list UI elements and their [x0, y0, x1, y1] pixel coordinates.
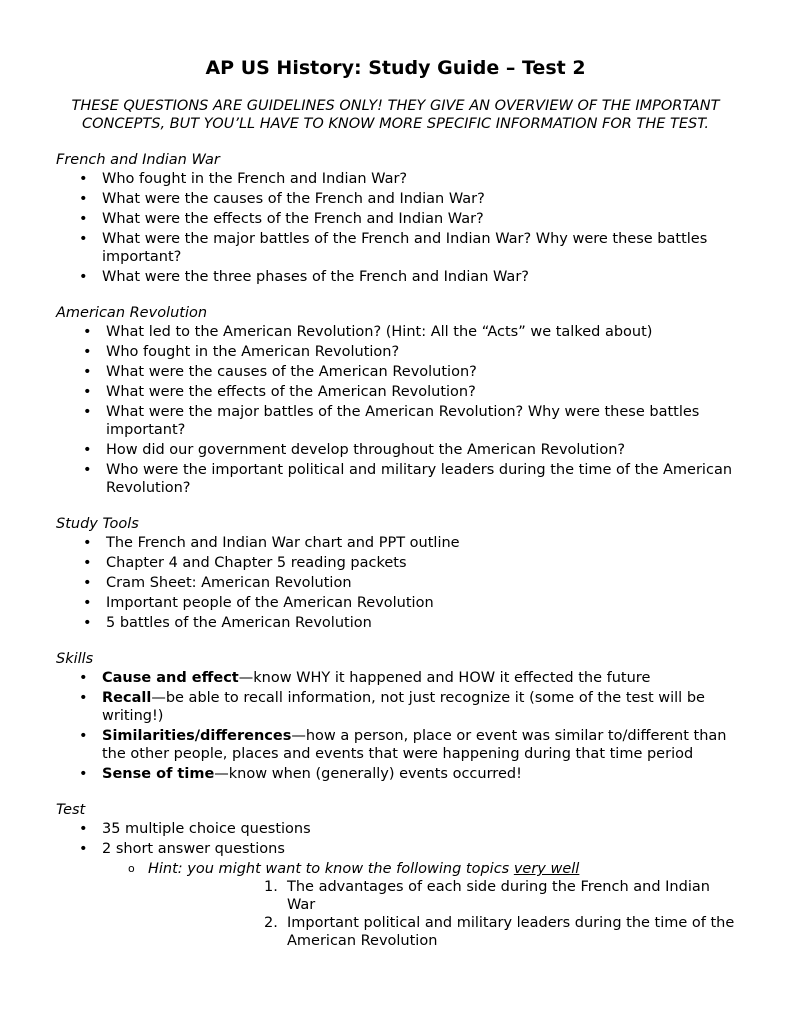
list-item: • What were the three phases of the French and Indian War?	[56, 268, 735, 286]
section-american-revolution	[56, 304, 735, 497]
topic-item	[148, 914, 735, 950]
section-heading: Study Tools	[56, 516, 139, 532]
topic-text: The advantages of each side during the French and Indian War	[287, 879, 710, 913]
skill-description: —know WHY it happened and HOW it effected the future	[238, 670, 651, 686]
skill-item	[56, 689, 735, 725]
section-heading: Test	[56, 802, 86, 818]
intro-note: THESE QUESTIONS ARE GUIDELINES ONLY! THEY GIVE AN OVERVIEW OF THE IMPORTANT CONCEPTS, BUT YOU’LL HAVE TO KNOW MORE SPECIFIC INFORMATION FOR THE TEST.	[71, 98, 720, 132]
section-heading: American Revolution	[56, 305, 208, 321]
list-item: • What were the causes of the French and Indian War?	[56, 190, 735, 208]
page-title: AP US History: Study Guide – Test 2	[205, 57, 586, 79]
list-item-text: 2 short answer questions	[102, 841, 285, 857]
list-item: • How did our government develop throughout the American Revolution?	[56, 441, 735, 459]
skill-description: —how a person, place or event was similar to/different than the other people, places and events that were happening during that time period	[102, 728, 727, 762]
skill-term: Cause and effect	[102, 670, 239, 686]
skill-item	[56, 669, 735, 687]
section-heading: Skills	[56, 651, 94, 667]
section-skills	[56, 650, 735, 783]
topic-item	[148, 878, 735, 914]
topic-number: 2.	[264, 915, 278, 931]
list-item: • Chapter 4 and Chapter 5 reading packets	[56, 554, 735, 572]
topic-number: 1.	[264, 879, 278, 895]
skill-term: Sense of time	[102, 766, 215, 782]
skill-description: —be able to recall information, not just recognize it (some of the test will be writing!)	[102, 690, 705, 724]
list-item: • 5 battles of the American Revolution	[56, 614, 735, 632]
list-item: • Important people of the American Revolution	[56, 594, 735, 612]
list-item: • 35 multiple choice questions	[56, 820, 735, 838]
skill-description: —know when (generally) events occurred!	[214, 766, 522, 782]
list-item: • Who fought in the American Revolution?	[56, 343, 735, 361]
hint-emphasis: very well	[513, 861, 580, 877]
hint-text: Hint: you might want to know the following topics	[148, 861, 514, 877]
list-item: • Cram Sheet: American Revolution	[56, 574, 735, 592]
section-french-indian-war	[56, 151, 735, 286]
list-item	[56, 840, 735, 858]
list-item: • What were the causes of the American Revolution?	[56, 363, 735, 381]
skill-term: Similarities/differences	[102, 728, 292, 744]
list-item: • What were the major battles of the French and Indian War? Why were these battles important?	[56, 230, 735, 266]
list-item: • What led to the American Revolution? (Hint: All the “Acts” we talked about)	[56, 323, 735, 341]
list-item: • Who were the important political and military leaders during the time of the American Revolution?	[56, 461, 735, 497]
hint-item	[56, 860, 735, 950]
topic-text: Important political and military leaders during the time of the American Revolution	[287, 915, 735, 949]
list-item: • The French and Indian War chart and PPT outline	[56, 534, 735, 552]
list-item: • What were the major battles of the American Revolution? Why were these battles important?	[56, 403, 735, 439]
skill-term: Recall	[102, 690, 152, 706]
section-study-tools	[56, 515, 735, 632]
list-item: • What were the effects of the French and Indian War?	[56, 210, 735, 228]
list-item: • What were the effects of the American Revolution?	[56, 383, 735, 401]
skill-item	[56, 765, 735, 783]
skill-item	[56, 727, 735, 763]
list-item: • Who fought in the French and Indian War?	[56, 170, 735, 188]
section-test	[56, 801, 735, 950]
section-heading: French and Indian War	[56, 152, 220, 168]
